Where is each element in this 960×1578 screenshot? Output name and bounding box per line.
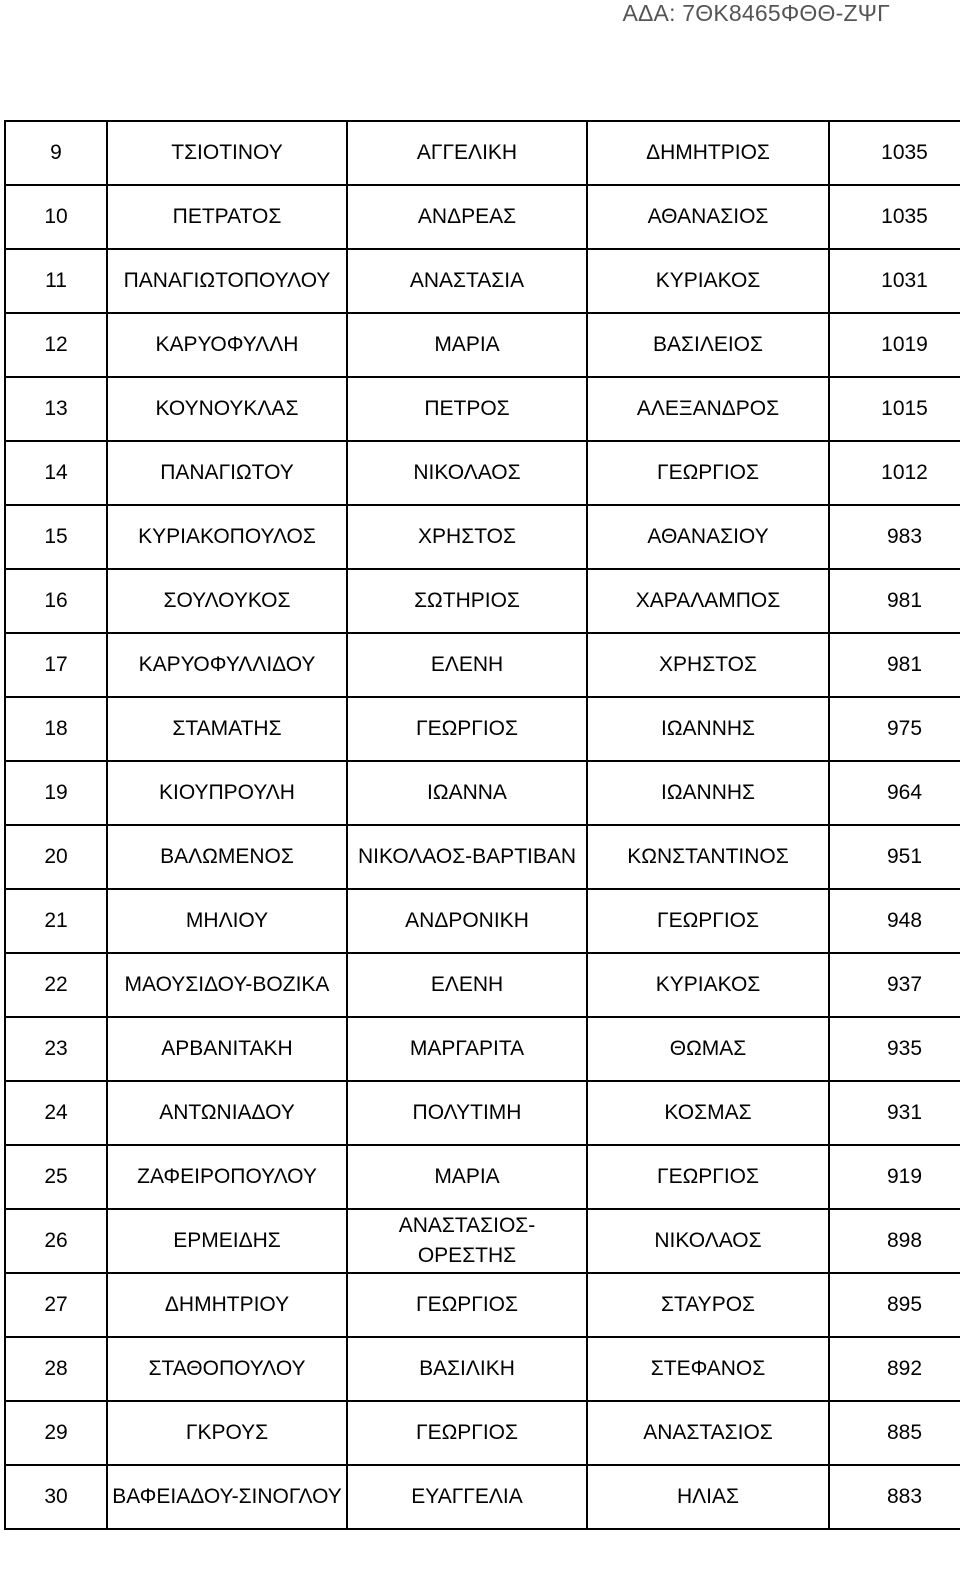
table-row (5, 1017, 960, 1081)
score-cell: 975 (829, 697, 960, 761)
table-row (5, 633, 960, 697)
table-row (5, 1465, 960, 1529)
score-cell: 1019 (829, 313, 960, 377)
first-name-cell: ΑΓΓΕΛΙΚΗ (347, 121, 587, 185)
first-name-cell: ΠΕΤΡΟΣ (347, 377, 587, 441)
first-name-cell: ΓΕΩΡΓΙΟΣ (347, 697, 587, 761)
first-name-cell: ΣΩΤΗΡΙΟΣ (347, 569, 587, 633)
surname-cell: ΤΣΙΟΤΙΝΟΥ (107, 121, 347, 185)
row-number-cell: 20 (5, 825, 107, 889)
father-name-cell: ΔΗΜΗΤΡΙΟΣ (587, 121, 829, 185)
surname-cell: ΠΕΤΡΑΤΟΣ (107, 185, 347, 249)
first-name-cell: ΕΥΑΓΓΕΛΙΑ (347, 1465, 587, 1529)
row-number-cell: 18 (5, 697, 107, 761)
score-cell: 898 (829, 1209, 960, 1273)
row-number-cell: 19 (5, 761, 107, 825)
ranking-table-body (5, 121, 960, 1529)
score-cell: 1015 (829, 377, 960, 441)
surname-cell: ΚΙΟΥΠΡΟΥΛΗ (107, 761, 347, 825)
table-row (5, 505, 960, 569)
first-name-cell: ΓΕΩΡΓΙΟΣ (347, 1401, 587, 1465)
surname-cell: ΚΑΡΥΟΦΥΛΛΗ (107, 313, 347, 377)
surname-cell: ΔΗΜΗΤΡΙΟΥ (107, 1273, 347, 1337)
father-name-cell: ΙΩΑΝΝΗΣ (587, 761, 829, 825)
first-name-cell: ΝΙΚΟΛΑΟΣ-ΒΑΡΤΙΒΑΝ (347, 825, 587, 889)
table-row (5, 441, 960, 505)
surname-cell: ΚΟΥΝΟΥΚΛΑΣ (107, 377, 347, 441)
row-number-cell: 10 (5, 185, 107, 249)
surname-cell: ΣΤΑΘΟΠΟΥΛΟΥ (107, 1337, 347, 1401)
father-name-cell: ΓΕΩΡΓΙΟΣ (587, 441, 829, 505)
table-row (5, 761, 960, 825)
father-name-cell: ΚΟΣΜΑΣ (587, 1081, 829, 1145)
father-name-cell: ΣΤΕΦΑΝΟΣ (587, 1337, 829, 1401)
score-cell: 981 (829, 633, 960, 697)
father-name-cell: ΧΡΗΣΤΟΣ (587, 633, 829, 697)
row-number-cell: 16 (5, 569, 107, 633)
surname-cell: ΠΑΝΑΓΙΩΤΟΠΟΥΛΟΥ (107, 249, 347, 313)
father-name-cell: ΑΝΑΣΤΑΣΙΟΣ (587, 1401, 829, 1465)
father-name-cell: ΚΥΡΙΑΚΟΣ (587, 249, 829, 313)
first-name-cell: ΑΝΑΣΤΑΣΙΑ (347, 249, 587, 313)
surname-cell: ΒΑΛΩΜΕΝΟΣ (107, 825, 347, 889)
first-name-cell: ΜΑΡΙΑ (347, 1145, 587, 1209)
father-name-cell: ΑΘΑΝΑΣΙΟΣ (587, 185, 829, 249)
surname-cell: ΣΤΑΜΑΤΗΣ (107, 697, 347, 761)
table-row (5, 1337, 960, 1401)
surname-cell: ΣΟΥΛΟΥΚΟΣ (107, 569, 347, 633)
father-name-cell: ΑΘΑΝΑΣΙΟΥ (587, 505, 829, 569)
surname-cell: ΓΚΡΟΥΣ (107, 1401, 347, 1465)
surname-cell: ΚΥΡΙΑΚΟΠΟΥΛΟΣ (107, 505, 347, 569)
table-row (5, 697, 960, 761)
first-name-cell: ΕΛΕΝΗ (347, 953, 587, 1017)
row-number-cell: 15 (5, 505, 107, 569)
score-cell: 1035 (829, 121, 960, 185)
score-cell: 983 (829, 505, 960, 569)
table-row (5, 121, 960, 185)
score-cell: 931 (829, 1081, 960, 1145)
father-name-cell: ΓΕΩΡΓΙΟΣ (587, 889, 829, 953)
row-number-cell: 30 (5, 1465, 107, 1529)
table-row (5, 1145, 960, 1209)
score-cell: 935 (829, 1017, 960, 1081)
score-cell: 1012 (829, 441, 960, 505)
table-row (5, 889, 960, 953)
surname-cell: ΜΗΛΙΟΥ (107, 889, 347, 953)
row-number-cell: 24 (5, 1081, 107, 1145)
table-row (5, 249, 960, 313)
first-name-cell: ΒΑΣΙΛΙΚΗ (347, 1337, 587, 1401)
table-row (5, 1081, 960, 1145)
score-cell: 964 (829, 761, 960, 825)
row-number-cell: 23 (5, 1017, 107, 1081)
row-number-cell: 21 (5, 889, 107, 953)
surname-cell: ΚΑΡΥΟΦΥΛΛΙΔΟΥ (107, 633, 347, 697)
father-name-cell: ΘΩΜΑΣ (587, 1017, 829, 1081)
score-cell: 951 (829, 825, 960, 889)
first-name-cell: ΑΝΔΡΟΝΙΚΗ (347, 889, 587, 953)
surname-cell: ΑΡΒΑΝΙΤΑΚΗ (107, 1017, 347, 1081)
score-cell: 937 (829, 953, 960, 1017)
table-row (5, 1273, 960, 1337)
first-name-cell: ΑΝΔΡΕΑΣ (347, 185, 587, 249)
score-cell: 981 (829, 569, 960, 633)
row-number-cell: 11 (5, 249, 107, 313)
surname-cell: ΑΝΤΩΝΙΑΔΟΥ (107, 1081, 347, 1145)
father-name-cell: ΑΛΕΞΑΝΔΡΟΣ (587, 377, 829, 441)
father-name-cell: ΓΕΩΡΓΙΟΣ (587, 1145, 829, 1209)
row-number-cell: 26 (5, 1209, 107, 1273)
table-row (5, 569, 960, 633)
table-row (5, 1209, 960, 1273)
row-number-cell: 14 (5, 441, 107, 505)
row-number-cell: 13 (5, 377, 107, 441)
table-row (5, 185, 960, 249)
father-name-cell: ΣΤΑΥΡΟΣ (587, 1273, 829, 1337)
score-cell: 1035 (829, 185, 960, 249)
score-cell: 885 (829, 1401, 960, 1465)
first-name-cell: ΠΟΛΥΤΙΜΗ (347, 1081, 587, 1145)
first-name-cell: ΑΝΑΣΤΑΣΙΟΣ-ΟΡΕΣΤΗΣ (347, 1209, 587, 1273)
ranking-table (4, 120, 960, 1530)
score-cell: 948 (829, 889, 960, 953)
father-name-cell: ΚΩΝΣΤΑΝΤΙΝΟΣ (587, 825, 829, 889)
row-number-cell: 9 (5, 121, 107, 185)
first-name-cell: ΙΩΑΝΝΑ (347, 761, 587, 825)
surname-cell: ΠΑΝΑΓΙΩΤΟΥ (107, 441, 347, 505)
father-name-cell: ΝΙΚΟΛΑΟΣ (587, 1209, 829, 1273)
father-name-cell: ΒΑΣΙΛΕΙΟΣ (587, 313, 829, 377)
first-name-cell: ΜΑΡΓΑΡΙΤΑ (347, 1017, 587, 1081)
score-cell: 919 (829, 1145, 960, 1209)
surname-cell: ΒΑΦΕΙΑΔΟΥ-ΣΙΝΟΓΛΟΥ (107, 1465, 347, 1529)
ada-document-code: ΑΔΑ: 7ΘΚ8465ΦΘΘ-ΖΨΓ (622, 0, 890, 26)
score-cell: 883 (829, 1465, 960, 1529)
first-name-cell: ΓΕΩΡΓΙΟΣ (347, 1273, 587, 1337)
row-number-cell: 12 (5, 313, 107, 377)
table-row (5, 953, 960, 1017)
row-number-cell: 25 (5, 1145, 107, 1209)
table-row (5, 377, 960, 441)
first-name-cell: ΝΙΚΟΛΑΟΣ (347, 441, 587, 505)
first-name-cell: ΕΛΕΝΗ (347, 633, 587, 697)
row-number-cell: 17 (5, 633, 107, 697)
row-number-cell: 27 (5, 1273, 107, 1337)
score-cell: 895 (829, 1273, 960, 1337)
father-name-cell: ΚΥΡΙΑΚΟΣ (587, 953, 829, 1017)
row-number-cell: 22 (5, 953, 107, 1017)
score-cell: 892 (829, 1337, 960, 1401)
first-name-cell: ΜΑΡΙΑ (347, 313, 587, 377)
score-cell: 1031 (829, 249, 960, 313)
father-name-cell: ΧΑΡΑΛΑΜΠΟΣ (587, 569, 829, 633)
table-row (5, 825, 960, 889)
row-number-cell: 28 (5, 1337, 107, 1401)
surname-cell: ΖΑΦΕΙΡΟΠΟΥΛΟΥ (107, 1145, 347, 1209)
surname-cell: ΕΡΜΕΙΔΗΣ (107, 1209, 347, 1273)
first-name-cell: ΧΡΗΣΤΟΣ (347, 505, 587, 569)
row-number-cell: 29 (5, 1401, 107, 1465)
table-row (5, 1401, 960, 1465)
surname-cell: ΜΑΟΥΣΙΔΟΥ-ΒΟΖΙΚΑ (107, 953, 347, 1017)
father-name-cell: ΙΩΑΝΝΗΣ (587, 697, 829, 761)
table-row (5, 313, 960, 377)
father-name-cell: ΗΛΙΑΣ (587, 1465, 829, 1529)
